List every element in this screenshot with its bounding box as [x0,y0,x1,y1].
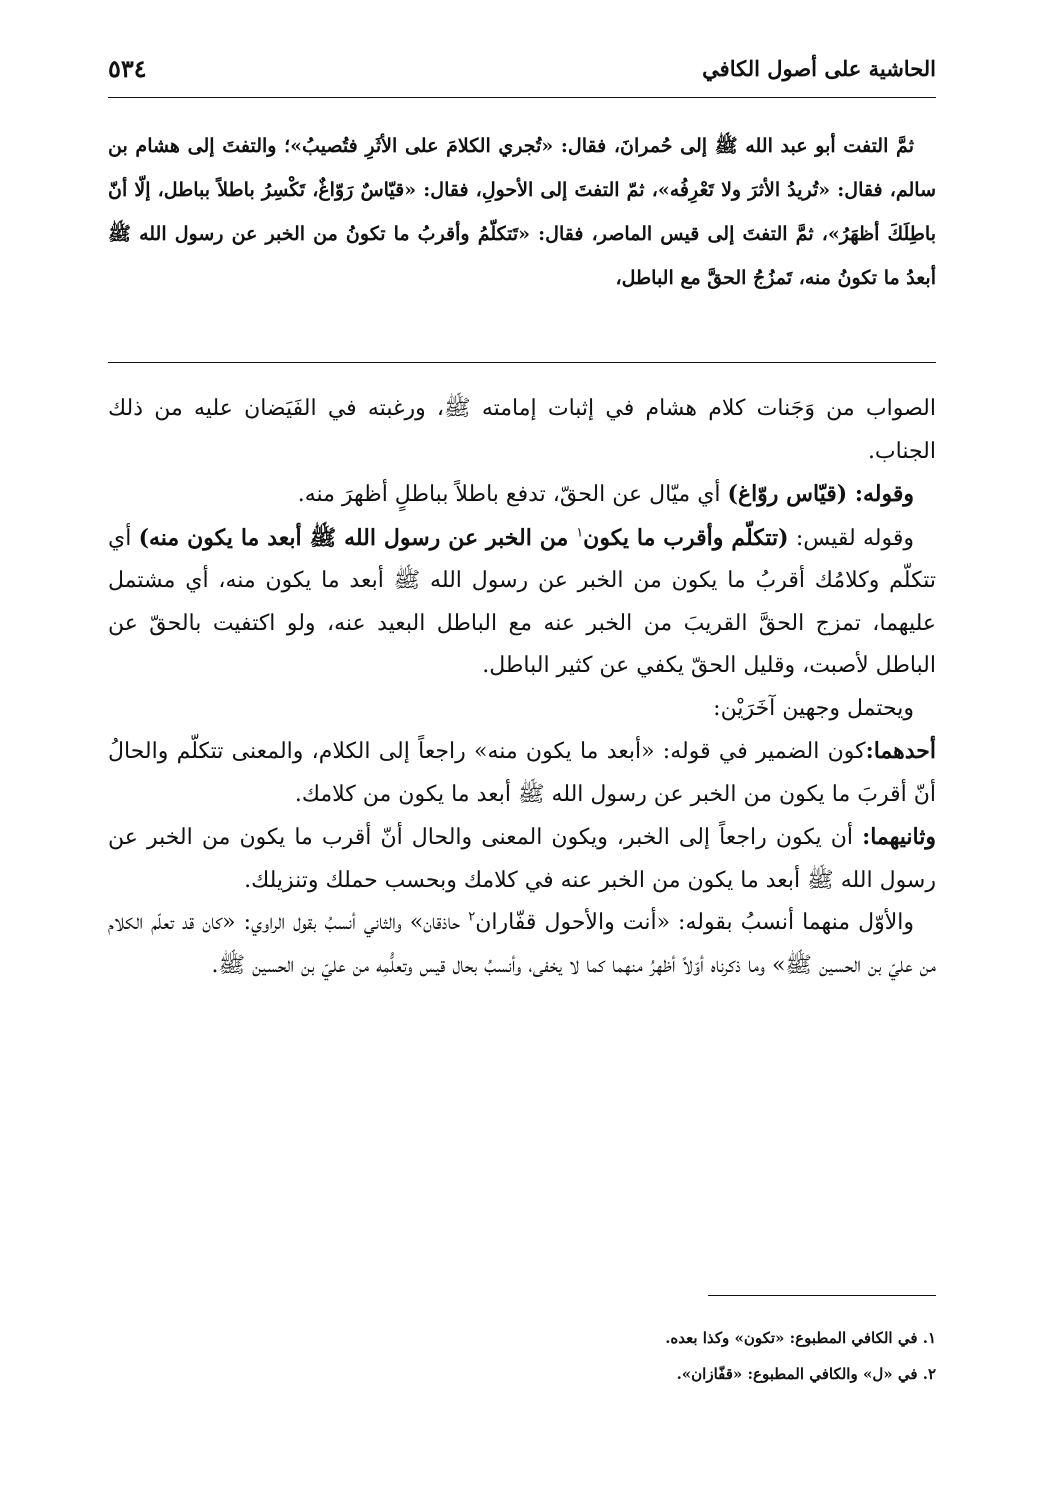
hadith-text [108,124,936,300]
first-interpretation-label: أحدهما: [865,738,936,764]
running-title: الحاشية على أصول الكافي [702,55,936,81]
footnote-2: ٢. في «ل» والكافي المطبوع: «قفّازان». [676,1365,936,1383]
footnotes [108,1320,936,1392]
commentary-paragraph-2 [108,473,936,517]
footnote-1: ١. في الكافي المطبوع: «تكون» وكذا بعده. [665,1329,936,1347]
quote-qayyas-rawwagh: وقوله: (قيّاس روّاغ) [727,481,914,507]
footnote-marker-2: ٢ [468,909,476,925]
quote-tatakallam-a: (تتكلّم وأقرب ما يكون [583,524,789,551]
commentary-p3-intro: وقوله لقيس: [788,525,915,551]
footnote-divider [708,1295,936,1296]
commentary-p7-a: والأوّل منهما أنسبُ بقوله: «أنت والأحول قفّاران [475,910,914,935]
commentary-p2-text: أي ميّال عن الحقّ، تدفع باطلاً بباطلٍ أظهرَ منه. [297,482,728,507]
commentary-paragraph-3 [108,517,936,688]
quote-tatakallam-b: من الخبر عن رسول الله ﷺ أبعد ما يكون منه) [138,524,577,551]
header-divider [108,97,936,98]
running-header [108,48,936,88]
commentary-paragraph-6 [108,816,936,902]
commentary-paragraph-7 [108,902,936,987]
commentary-paragraph-1: الصواب من وَجَنات كلام هشام في إثبات إمامته ﷺ، ورغبته في الفَيَضان عليه من ذلك الجناب. [108,396,936,464]
book-page [108,0,936,1510]
first-interpretation-text: كون الضمير في قوله: «أبعد ما يكون منه» راجعاً إلى الكلام، والمعنى تتكلّم والحالُ أنّ أقربَ ما يكون من الخبر عن رسول الله ﷺ أبعد ما يكون من كلامك. [108,739,936,807]
commentary-paragraph-5 [108,730,936,816]
footnote-marker-1: ١ [576,525,584,541]
commentary-p3-text: أي تتكلّم وكلامُك أقربُ ما يكون من الخبر عن رسول الله ﷺ أبعد ما يكون منه، أي مشتمل عليهما، تمزج الحقَّ القريبَ من الخبر عنه مع الباطل البعيد عنه، ولو اكتفيت بالحقّ عن الباطل لأصبت، وقليل الحقّ يكفي عن كثير الباطل. [108,525,936,678]
page-number: ٥٣٤ [108,53,147,83]
second-interpretation-text: أن يكون راجعاً إلى الخبر، ويكون المعنى والحال أنّ أقرب ما يكون من الخبر عن رسول الله ﷺ أبعد ما يكون من الخبر عنه في كلامك وبحسب حملك وتنزيلك. [108,825,936,893]
commentary-text [108,388,936,987]
second-interpretation-label: وثانيهما: [862,824,936,850]
text-commentary-divider [108,362,936,363]
commentary-paragraph-4: ويحتمل وجهين آخَرَيْن: [713,695,914,721]
hadith-paragraph: ثمَّ التفت أبو عبد الله ﷺ إلى حُمرانَ، فقال: «تُجري الكلامَ على الأثَرِ فتُصيبُ»؛ والتفتَ إلى هشام بن سالم، فقال: «تُريدُ الأثرَ ولا تَعْرِفُه»، ثمّ التفتَ إلى الأحولِ، فقال: «قيّاسٌ رَوّاغٌ، تَكْسِرُ باطلاً بباطل، إلّا أنّ باطِلَكَ أظهَرُ»، ثمَّ التفتَ إلى قيس الماصر، فقال: «تَتكلّمُ وأقربُ ما تكونُ من الخبر عن رسول الله ﷺ أبعدُ ما تكونُ منه، تَمزُجُ الحقَّ مع الباطل، [108,135,936,289]
commentary-p7-b: حاذقان» والثاني أنسبُ بقول الراوي: «كان قد تعلّم الكلام من عليّ بن الحسين ﷺ» وما ذكرناه أوّلاً أظهرُ منهما كما لا يخفى، وأنسبُ بحال قيس وتعلُّمِه من عليّ بن الحسين ﷺ. [108,910,936,978]
